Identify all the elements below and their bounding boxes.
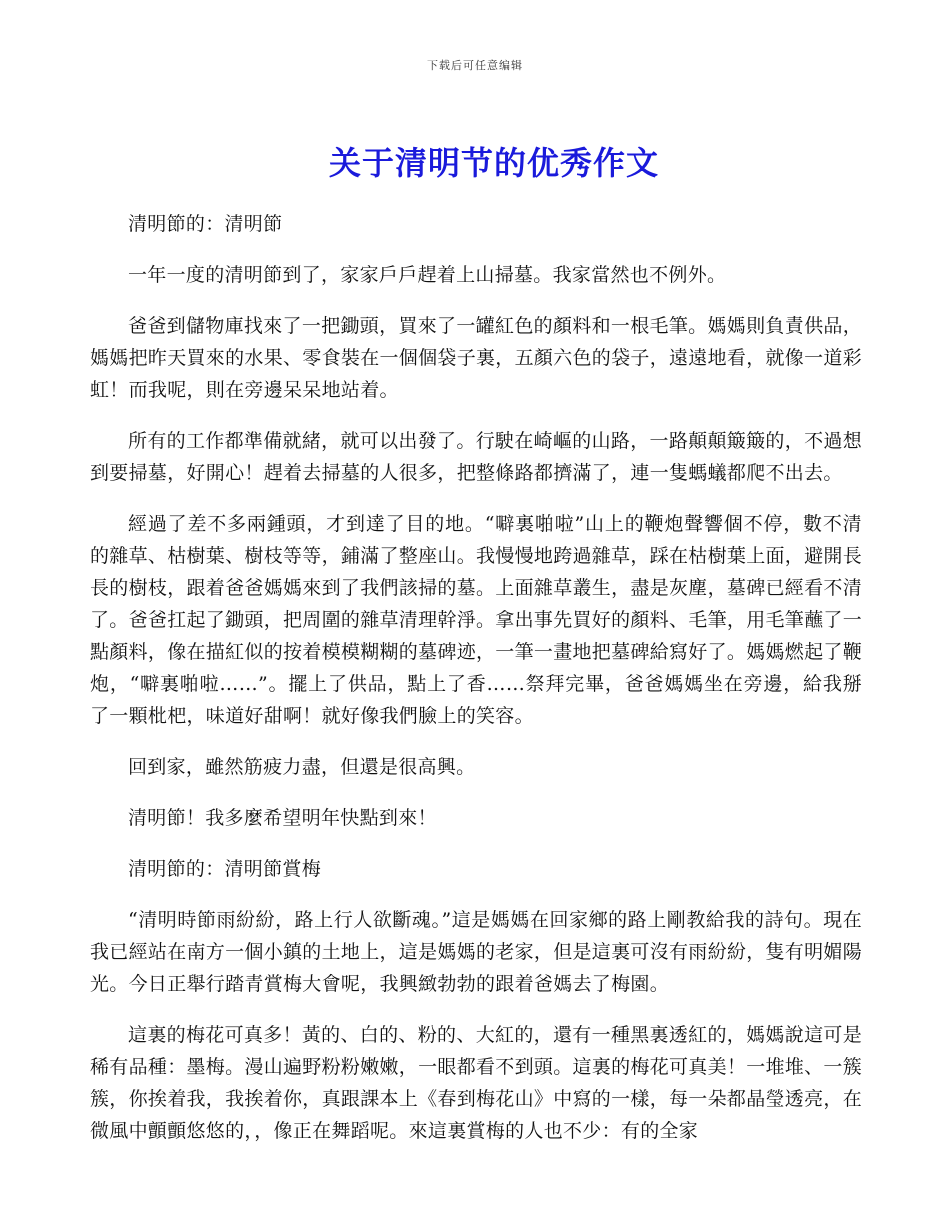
header-note: 下载后可任意编辑: [427, 59, 523, 72]
paragraph: 這裏的梅花可真多！黃的、白的、粉的、大紅的，還有一種黑裏透紅的，媽媽說這可是稀有品種：墨梅。漫山遍野粉粉嫩嫩，一眼都看不到頭。這裏的梅花可真美！一堆堆、一簇簇，你挨着我，我挨着你，真跟課本上《春到梅花山》中寫的一樣，每一朵都晶瑩透亮，在微風中顫顫悠悠的，，像正在舞蹈呢。來這裏賞梅的人也不少：有的全家: [90, 1024, 863, 1142]
document-body: [90, 208, 862, 1166]
paragraph-subtitle-2: 清明節的：清明節賞梅: [128, 858, 322, 880]
paragraph: 一年一度的清明節到了，家家戶戶趕着上山掃墓。我家當然也不例外。: [128, 264, 727, 286]
paragraph-subtitle-1: 清明節的：清明節: [128, 213, 283, 235]
paragraph: 清明節！我多麼希望明年快點到來！: [128, 807, 437, 829]
paragraph: 回到家，雖然筋疲力盡，但還是很高興。: [128, 756, 476, 778]
paragraph: “清明時節雨紛紛，路上行人欲斷魂。”這是媽媽在回家鄉的路上剛教給我的詩句。現在我已經站在南方一個小鎮的土地上，這是媽媽的老家，但是這裏可沒有雨紛紛，隻有明媚陽光。今日正舉行踏青賞梅大會呢，我興緻勃勃的跟着爸媽去了梅園。: [90, 909, 863, 995]
paragraph: 經過了差不多兩鍾頭，才到達了目的地。“噼裏啪啦”山上的鞭炮聲響個不停，數不清的雜草、枯樹葉、樹枝等等，鋪滿了整座山。我慢慢地跨過雜草，踩在枯樹葉上面，避開長長的樹枝，跟着爸爸媽媽來到了我們該掃的墓。上面雜草叢生，盡是灰塵，墓碑已經看不清了。爸爸扛起了鋤頭，把周圍的雜草清理幹淨。拿出事先買好的顏料、毛筆，用毛筆蘸了一點顏料，像在描紅似的按着模模糊糊的墓碑迹，一筆一畫地把墓碑給寫好了。媽媽燃起了鞭炮，“噼裏啪啦……”。擺上了供品，點上了香……祭拜完畢，爸爸媽媽坐在旁邊，給我掰了一顆枇杷，味道好甜啊！就好像我們臉上的笑容。: [90, 513, 863, 727]
document-title: 关于清明节的优秀作文: [328, 144, 659, 182]
paragraph: 爸爸到儲物庫找來了一把鋤頭，買來了一罐紅色的顏料和一根毛筆。媽媽則負責供品，媽媽把昨天買來的水果、零食裝在一個個袋子裏，五顏六色的袋子，遠遠地看，就像一道彩虹！而我呢，則在旁邊呆呆地站着。: [90, 315, 863, 401]
paragraph: 所有的工作都準備就緒，就可以出發了。行駛在崎嶇的山路，一路顛顛簸簸的，不過想到要掃墓，好開心！趕着去掃墓的人很多，把整條路都擠滿了，連一隻螞蟻都爬不出去。: [90, 430, 862, 484]
